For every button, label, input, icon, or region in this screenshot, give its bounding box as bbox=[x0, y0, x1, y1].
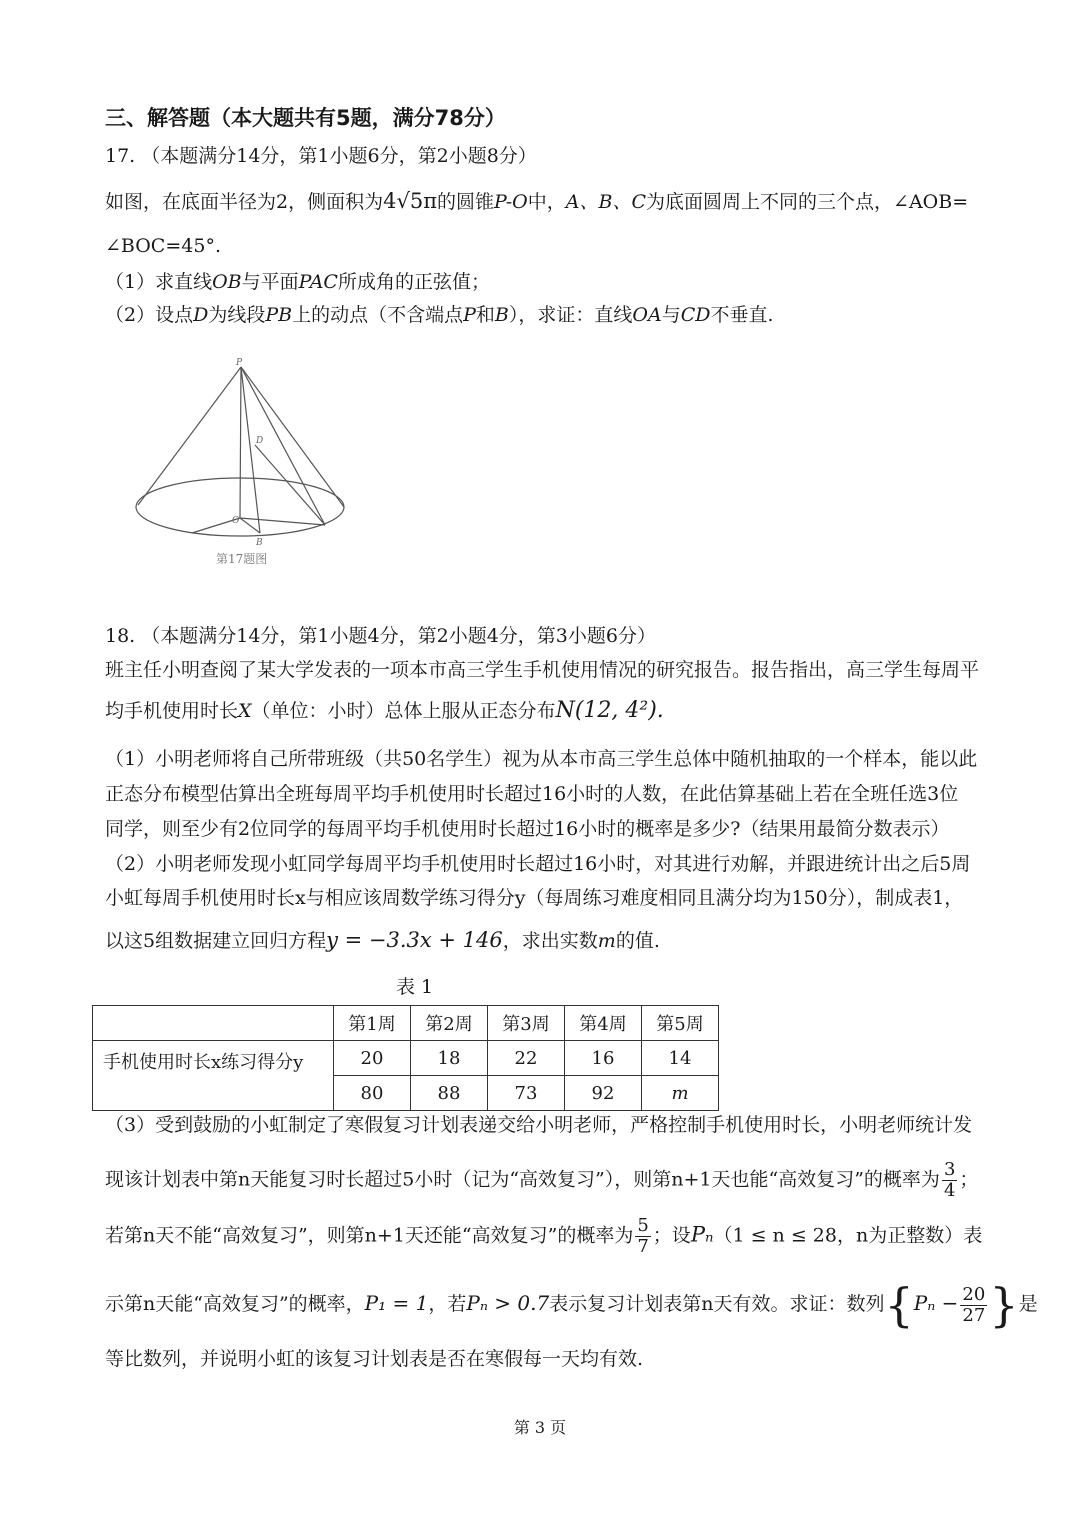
text: 和 bbox=[475, 304, 495, 326]
x-cell: 14 bbox=[642, 1041, 719, 1076]
text: ； bbox=[959, 1168, 979, 1191]
math: PAC bbox=[298, 271, 338, 293]
q18-p3-line5: 等比数列，并说明小虹的该复习计划表是否在寒假每一天均有效. bbox=[105, 1348, 644, 1370]
left-brace: { bbox=[884, 1278, 914, 1332]
math: B bbox=[494, 304, 509, 326]
text: （2）设点 bbox=[105, 304, 194, 326]
segment-ob bbox=[240, 518, 260, 533]
text: ；设 bbox=[652, 1224, 691, 1247]
page-footer: 第 3 页 bbox=[513, 1418, 567, 1437]
text: 与平面 bbox=[241, 271, 299, 293]
text: 若第n天不能“高效复习”，则第n+1天还能“高效复习”的概率为 bbox=[105, 1224, 634, 1247]
section-title: 三、解答题（本大题共有5题，满分78分） bbox=[105, 106, 506, 130]
q17-header: 17. （本题满分14分，第1小题6分，第2小题8分） bbox=[105, 145, 537, 167]
week-header: 第5周 bbox=[642, 1006, 719, 1041]
math: A、B、C bbox=[565, 191, 647, 213]
cone-axis bbox=[240, 367, 241, 518]
text: 是 bbox=[1018, 1293, 1038, 1315]
math: m bbox=[597, 930, 616, 952]
math: PB bbox=[265, 304, 293, 326]
math: P₁ = 1 bbox=[364, 1291, 429, 1315]
q17-part2 bbox=[105, 301, 774, 329]
q17-stem-line1 bbox=[105, 187, 968, 216]
text: 中， bbox=[527, 191, 566, 213]
week-header: 第3周 bbox=[488, 1006, 565, 1041]
right-brace: } bbox=[989, 1278, 1019, 1332]
math: ∠AOB= bbox=[893, 191, 969, 213]
denominator: 4 bbox=[943, 1180, 956, 1201]
q18-p2-line1: （2）小明老师发现小虹同学每周平均手机使用时长超过16小时，对其进行劝解，并跟进统计出之后5周 bbox=[105, 853, 971, 875]
math-regression: y = −3.3x + 146 bbox=[326, 928, 503, 952]
math: D bbox=[193, 304, 209, 326]
q18-p2-line2: 小虹每周手机使用时长x与相应该周数学练习得分y（每周练习难度相同且满分均为150分），制成表1， bbox=[105, 887, 964, 909]
text: 与 bbox=[661, 304, 681, 326]
text: 表示复习计划表第n天有效。求证：数列 bbox=[549, 1293, 885, 1315]
text: （单位：小时）总体上服从正态分布 bbox=[251, 700, 556, 722]
text: 的圆锥 bbox=[437, 191, 495, 213]
q17-stem-line2: ∠BOC=45°. bbox=[105, 235, 221, 257]
text: 均手机使用时长 bbox=[105, 700, 239, 722]
x-cell: 16 bbox=[565, 1041, 642, 1076]
math: P bbox=[463, 304, 476, 326]
denominator: 27 bbox=[962, 1304, 986, 1326]
y-cell: 88 bbox=[411, 1076, 488, 1111]
cone-figure bbox=[130, 355, 360, 570]
q18-header: 18. （本题满分14分，第1小题4分，第2小题4分，第3小题6分） bbox=[105, 625, 656, 647]
figure-caption: 第17题图 bbox=[216, 552, 268, 566]
q18-p1-line2: 正态分布模型估算出全班每周平均手机使用时长超过16小时的人数，在此估算基础上若在全班任选3位 bbox=[105, 783, 959, 805]
text: 的值. bbox=[615, 930, 660, 952]
label-p: P bbox=[236, 358, 243, 368]
q17-part1 bbox=[105, 268, 490, 296]
table-row bbox=[93, 1041, 719, 1076]
text: ，若 bbox=[428, 1293, 467, 1315]
y-cell: m bbox=[642, 1076, 719, 1111]
q18-intro-line2 bbox=[105, 697, 664, 725]
label-o: O bbox=[232, 516, 240, 526]
text: 为底面圆周上不同的三个点， bbox=[646, 191, 894, 213]
text: 为线段 bbox=[208, 304, 266, 326]
math: Pₙ > 0.7 bbox=[466, 1291, 550, 1315]
math-area: 4√5π bbox=[383, 189, 437, 213]
math: X bbox=[238, 700, 252, 722]
q18-p3-line1: （3）受到鼓励的小虹制定了寒假复习计划表递交给小明老师，严格控制手机使用时长，小明老师统计发 bbox=[105, 1114, 973, 1136]
x-cell: 18 bbox=[411, 1041, 488, 1076]
math: OA bbox=[632, 304, 662, 326]
y-cell: 73 bbox=[488, 1076, 565, 1111]
x-cell: 22 bbox=[488, 1041, 565, 1076]
week-header: 第4周 bbox=[565, 1006, 642, 1041]
q18-p3-line2 bbox=[105, 1160, 978, 1201]
text: （1）求直线 bbox=[105, 271, 213, 293]
table-corner bbox=[93, 1006, 334, 1041]
text: 不垂直. bbox=[710, 304, 774, 326]
math: Pₙ − bbox=[913, 1291, 959, 1315]
q18-intro-line1: 班主任小明查阅了某大学发表的一项本市高三学生手机使用情况的研究报告。报告指出，高三学生每周平 bbox=[105, 659, 980, 681]
numerator: 20 bbox=[962, 1283, 986, 1305]
text: ），求证：直线 bbox=[508, 304, 633, 326]
q18-p3-line4 bbox=[105, 1278, 1038, 1332]
math: Pₙ bbox=[690, 1222, 714, 1247]
math: OB bbox=[212, 271, 242, 293]
fraction bbox=[635, 1216, 650, 1257]
math: CD bbox=[680, 304, 711, 326]
segment-cd bbox=[255, 445, 325, 525]
q18-p1-line3: 同学，则至少有2位同学的每周平均手机使用时长超过16小时的概率是多少?（结果用最简分数表示） bbox=[105, 818, 950, 840]
week-header: 第2周 bbox=[411, 1006, 488, 1041]
segment-pb bbox=[241, 367, 260, 533]
table-caption: 表 1 bbox=[396, 976, 434, 998]
data-table bbox=[92, 1005, 719, 1111]
segment-pa bbox=[241, 367, 325, 525]
text: 以这5组数据建立回归方程 bbox=[105, 930, 327, 952]
numerator: 5 bbox=[637, 1215, 649, 1236]
x-cell: 20 bbox=[334, 1041, 411, 1076]
q18-p3-line3 bbox=[105, 1216, 982, 1257]
text: 上的动点（不含端点 bbox=[292, 304, 464, 326]
denominator: 7 bbox=[637, 1236, 649, 1257]
label-b: B bbox=[256, 538, 263, 548]
fraction bbox=[960, 1285, 987, 1326]
math-normal: N(12, 4²). bbox=[555, 698, 664, 723]
text: （1 ≤ n ≤ 28，n为正整数）表 bbox=[713, 1224, 983, 1247]
text: 如图，在底面半径为2，侧面积为 bbox=[105, 191, 384, 213]
text: 现该计划表中第n天能复习时长超过5小时（记为“高效复习”），则第n+1天也能“高效复习”的概率为 bbox=[105, 1168, 940, 1191]
label-d: D bbox=[256, 436, 264, 446]
segment-oc bbox=[240, 518, 325, 525]
q18-p2-line3 bbox=[105, 926, 660, 955]
numerator: 3 bbox=[943, 1159, 956, 1180]
text: ，求出实数 bbox=[502, 930, 598, 952]
table-row bbox=[93, 1006, 719, 1041]
math: P-O bbox=[494, 191, 528, 213]
week-header: 第1周 bbox=[334, 1006, 411, 1041]
text: 所成角的正弦值； bbox=[337, 271, 490, 293]
q18-p1-line1: （1）小明老师将自己所带班级（共50名学生）视为从本市高三学生总体中随机抽取的一个样本，能以此 bbox=[105, 748, 978, 770]
fraction bbox=[942, 1160, 957, 1201]
y-cell: 92 bbox=[565, 1076, 642, 1111]
y-cell: 80 bbox=[334, 1076, 411, 1111]
text: 示第n天能“高效复习”的概率， bbox=[105, 1293, 365, 1315]
slant-left bbox=[138, 367, 241, 505]
row-label: 手机使用时长x练习得分y bbox=[93, 1041, 334, 1111]
